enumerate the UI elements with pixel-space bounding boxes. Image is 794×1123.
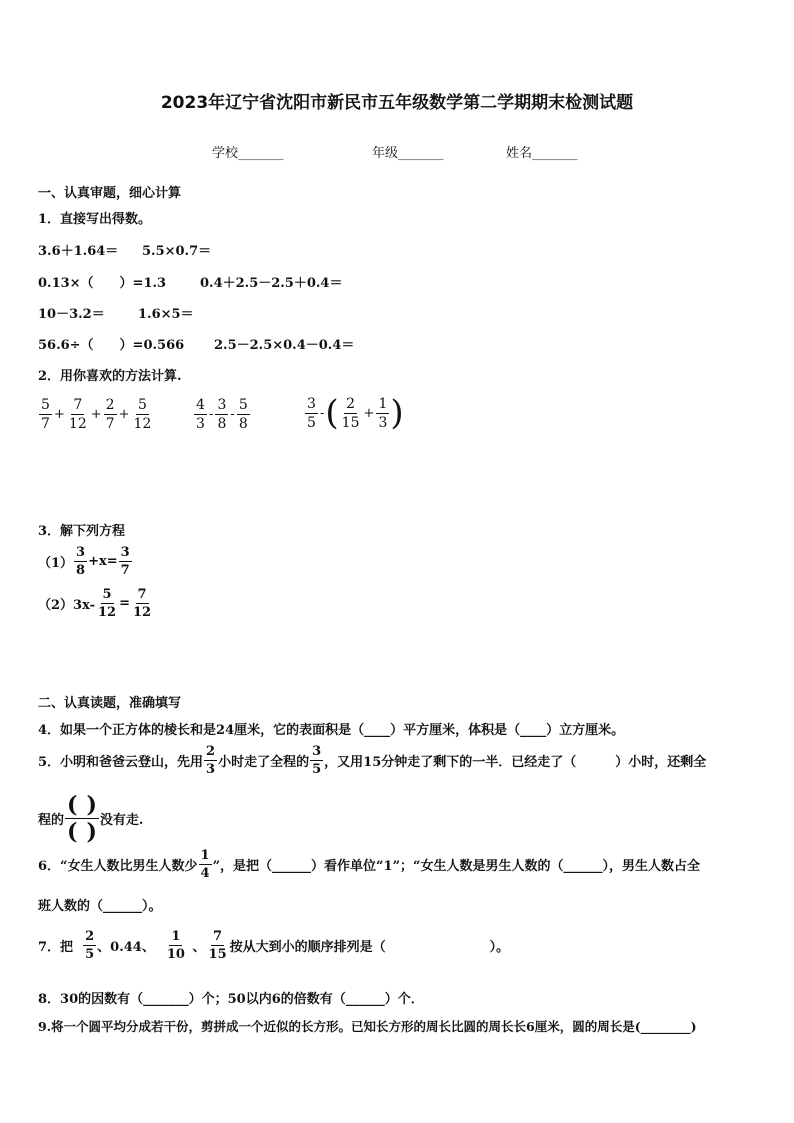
q1-item: 5.5×0.7＝ (142, 244, 212, 259)
q5-line-1: 5．小明和爸爸云登山，先用 $\frac{2}{3}$ 小时走了全程的 $\frac{3}{5}$ ，又用15分钟走了剩下的一半．已经走了（ ）小时，还剩全 (38, 744, 707, 777)
q9-text: 9.将一个圆平均分成若干份，剪拼成一个近似的长方形。已知长方形的周长比圆的周长长6厘米，圆的周长是(________) (38, 1019, 697, 1034)
school-field[interactable]: 学校_______ (212, 146, 284, 161)
name-field[interactable]: 姓名_______ (506, 146, 578, 161)
q3-equation-1: （1） $\frac{3}{8}$ +x= $\frac{3}{7}$ (38, 545, 130, 578)
q8-text: 8．30的因数有（_______）个；50以内6的倍数有（______）个． (38, 992, 424, 1007)
q1-item: 2.5－2.5×0.4－0.4＝ (214, 338, 355, 353)
q1-item: 3.6＋1.64＝ (38, 244, 119, 259)
q2-expression-3: $\frac{3}{5}$ - ( $\frac{2}{15}$ + $\frac{1}{3}$ ) (304, 396, 404, 430)
q1-item: 0.4＋2.5－2.5＋0.4＝ (200, 276, 343, 291)
grade-field[interactable]: 年级_______ (372, 146, 444, 161)
q1-item: 1.6×5＝ (138, 307, 194, 322)
q1-item: 56.6÷（ ）=0.566 (38, 338, 185, 353)
q1-item: 0.13×（ ）=1.3 (38, 276, 167, 291)
q1-label: 1．直接写出得数。 (38, 212, 152, 227)
q4-text: 4．如果一个正方体的棱长和是24厘米，它的表面积是（____）平方厘米，体积是（____）立方厘米。 (38, 723, 625, 738)
q2-label: 2．用你喜欢的方法计算. (38, 369, 182, 384)
q7-text: 7．把 $\frac{2}{5}$ 、0.44、 $\frac{1}{10}$ 、 $\frac{7}{15}$ 按从大到小的顺序排列是（ ）。 (38, 929, 510, 962)
q2-expression-1: $\frac{5}{7}$ + $\frac{7}{12}$ + $\frac{2}{7}$ + $\frac{5}{12}$ (38, 398, 154, 431)
q3-equation-2: （2）3x- $\frac{5}{12}$ = $\frac{7}{12}$ (38, 587, 152, 620)
q2-expression-2: $\frac{4}{3}$ - $\frac{3}{8}$ - $\frac{5}{8}$ (193, 398, 251, 431)
q6-line-1: 6．“女生人数比男生人数少 $\frac{1}{4}$ ”，是把（______）看作单位“1”；“女生人数是男生人数的（______），男生人数占全 (38, 848, 701, 881)
q3-label: 3．解下列方程 (38, 524, 126, 539)
q1-item: 10－3.2＝ (38, 307, 105, 322)
section2-heading: 二、认真读题，准确填写 (38, 696, 182, 711)
section1-heading: 一、认真审题，细心计算 (38, 186, 182, 201)
q6-line-2: 班人数的（______）。 (38, 899, 162, 914)
page-title: 2023年辽宁省沈阳市新民市五年级数学第二学期期末检测试题 (160, 93, 634, 113)
q5-line-2: 程的 $\frac{( )}{( )}$ 没有走. (38, 792, 144, 845)
